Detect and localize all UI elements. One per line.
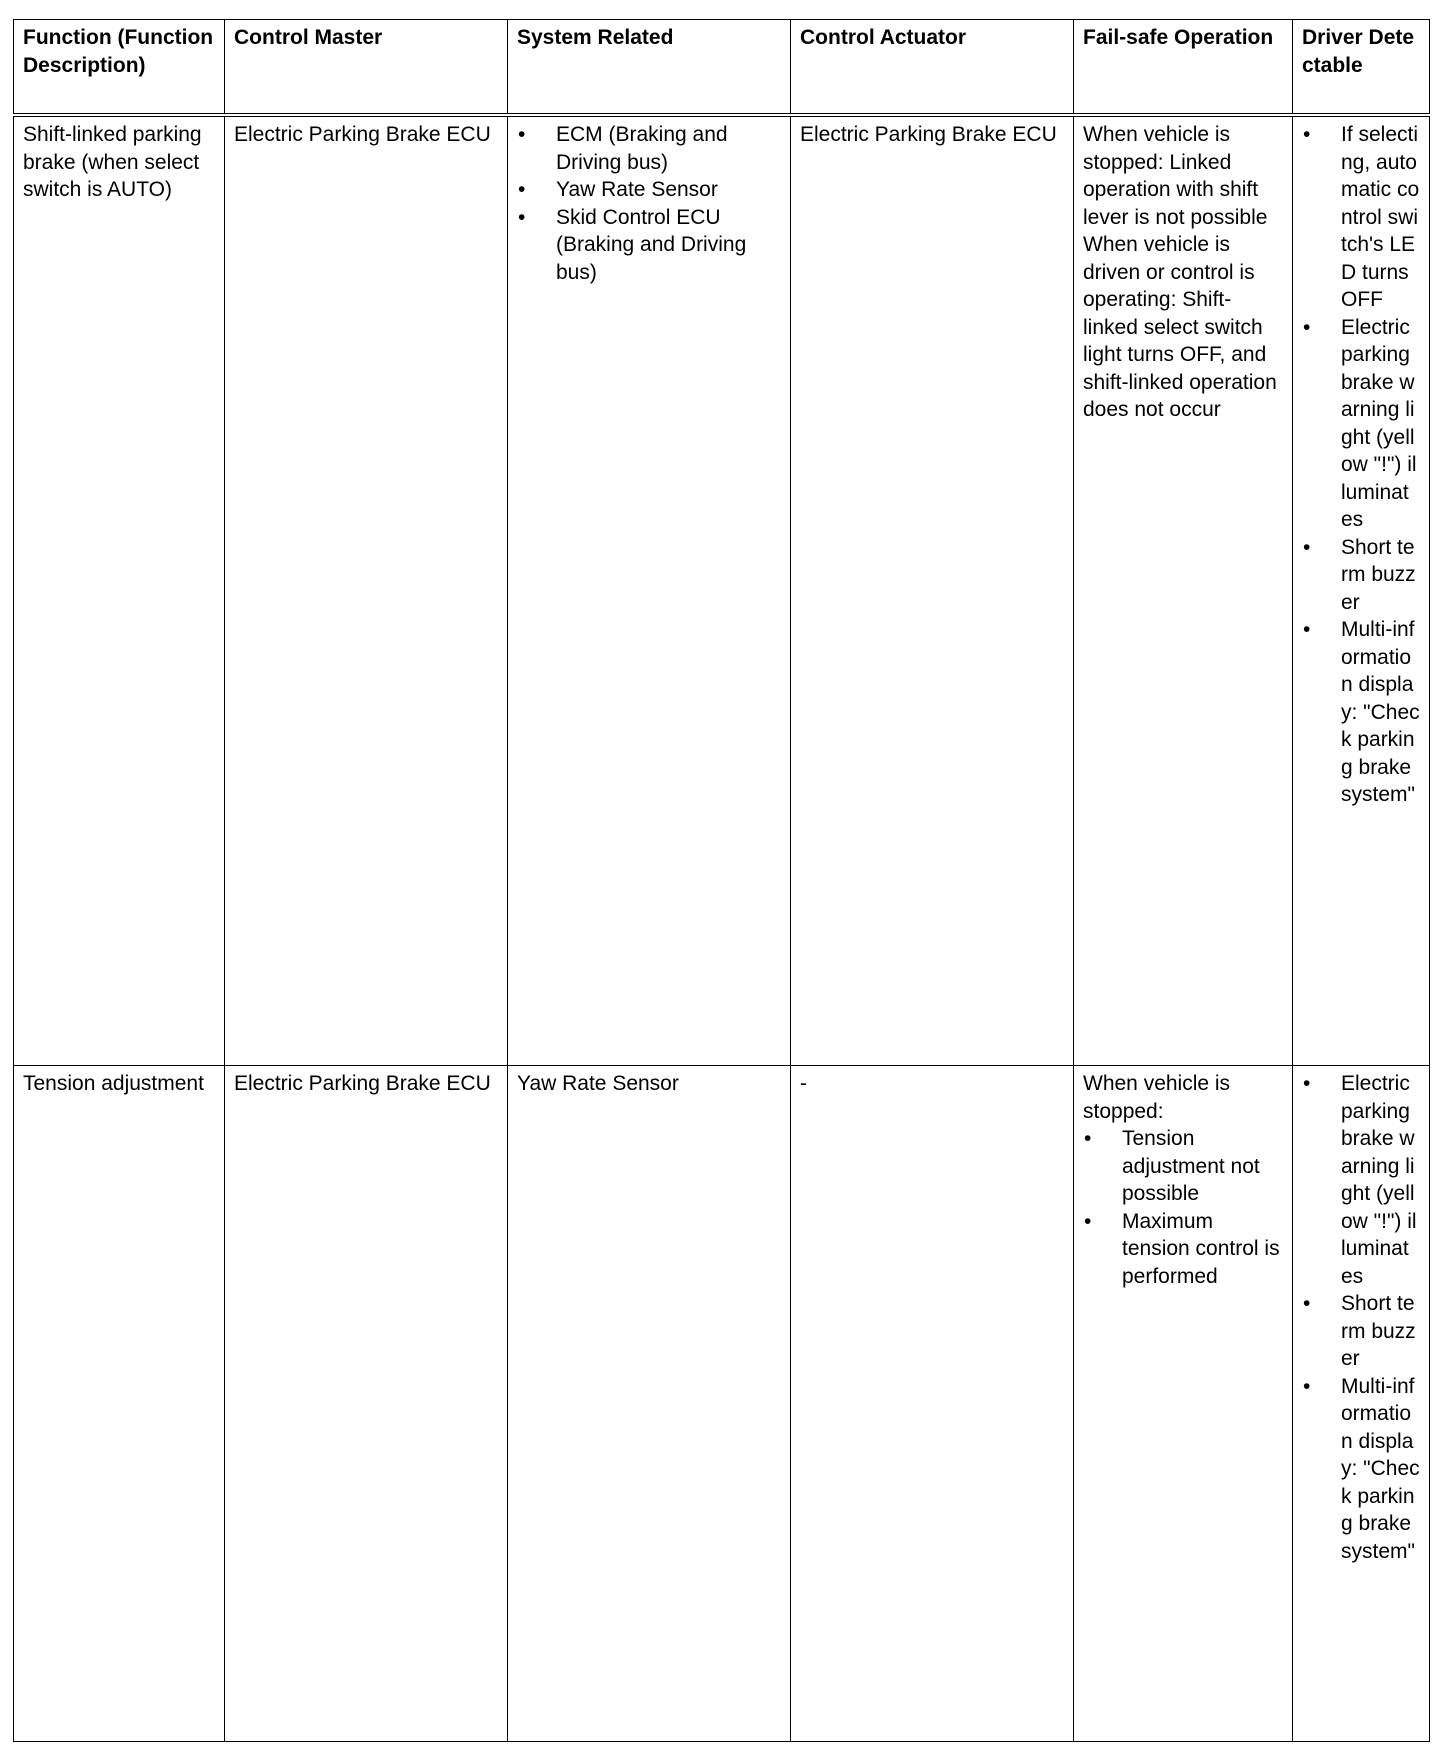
list-item: • ECM (Braking and Driving bus) — [517, 121, 781, 176]
driver-detectable-list — [1302, 121, 1420, 809]
list-item: • Short term buzzer — [1302, 1290, 1420, 1373]
list-item: • Multi-information display: "Check parking brake system" — [1302, 616, 1420, 809]
cell-function: Tension adjustment — [14, 1066, 225, 1742]
list-item: • Short term buzzer — [1302, 534, 1420, 617]
list-item: • Electric parking brake warning light (yellow "!") illuminates — [1302, 314, 1420, 534]
list-item: • If selecting, automatic control switch's LED turns OFF — [1302, 121, 1420, 314]
failsafe-intro: When vehicle is stopped: — [1083, 1072, 1231, 1123]
cell-failsafe-operation — [1074, 1066, 1293, 1742]
list-item: • Maximum tension control is performed — [1083, 1208, 1283, 1291]
header-control-actuator: Control Actuator — [791, 20, 1074, 116]
header-row — [14, 20, 1430, 116]
cell-function: Shift-linked parking brake (when select switch is AUTO) — [14, 115, 225, 1066]
system-related-list — [517, 121, 781, 286]
header-system-related: System Related — [508, 20, 791, 116]
header-failsafe-operation: Fail-safe Operation — [1074, 20, 1293, 116]
header-control-master: Control Master — [225, 20, 508, 116]
table-row — [14, 1066, 1430, 1742]
cell-control-master: Electric Parking Brake ECU — [225, 115, 508, 1066]
list-item: • Tension adjustment not possible — [1083, 1125, 1283, 1208]
cell-failsafe-operation: When vehicle is stopped: Linked operation with shift lever is not possible When vehicle is driven or control is operating: Shift-linked select switch light turns OFF, and shift-linked operation does not occur — [1074, 115, 1293, 1066]
function-table — [13, 19, 1430, 1742]
list-item: • Skid Control ECU (Braking and Driving bus) — [517, 204, 781, 287]
cell-system-related: Yaw Rate Sensor — [508, 1066, 791, 1742]
cell-control-actuator: Electric Parking Brake ECU — [791, 115, 1074, 1066]
table-row — [14, 115, 1430, 1066]
cell-control-master: Electric Parking Brake ECU — [225, 1066, 508, 1742]
driver-detectable-list — [1302, 1070, 1420, 1565]
failsafe-list — [1083, 1125, 1283, 1290]
header-driver-detectable: Driver Detectable — [1293, 20, 1430, 116]
header-function: Function (Function Description) — [14, 20, 225, 116]
cell-control-actuator: - — [791, 1066, 1074, 1742]
list-item: • Yaw Rate Sensor — [517, 176, 781, 204]
cell-driver-detectable — [1293, 115, 1430, 1066]
list-item: • Multi-information display: "Check parking brake system" — [1302, 1373, 1420, 1566]
list-item: • Electric parking brake warning light (yellow "!") illuminates — [1302, 1070, 1420, 1290]
cell-driver-detectable — [1293, 1066, 1430, 1742]
cell-system-related — [508, 115, 791, 1066]
